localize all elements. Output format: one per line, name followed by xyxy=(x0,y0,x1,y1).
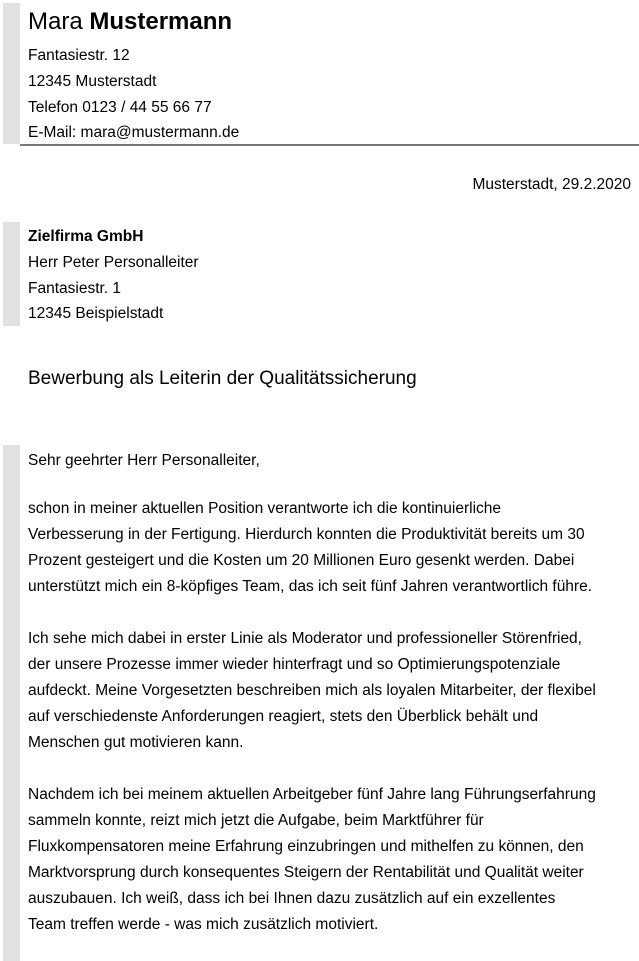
letter-date: Musterstadt, 29.2.2020 xyxy=(472,176,631,193)
sender-name xyxy=(28,6,232,38)
header-divider xyxy=(20,144,639,146)
paragraph-1-line: Prozent gesteigert und die Kosten um 20 Millionen Euro gesenkt werden. Dabei xyxy=(28,552,575,569)
recipient-city: 12345 Beispielstadt xyxy=(28,305,164,322)
sender-accent-bar xyxy=(3,3,20,144)
sender-email: E-Mail: mara@mustermann.de xyxy=(28,124,240,141)
sender-city: 12345 Musterstadt xyxy=(28,73,157,90)
recipient-street: Fantasiestr. 1 xyxy=(28,280,122,297)
paragraph-3-line: sammeln konnte, reizt mich jetzt die Aufgabe, beim Marktführer für xyxy=(28,812,484,829)
sender-phone: Telefon 0123 / 44 55 66 77 xyxy=(28,99,212,116)
body-accent-bar xyxy=(3,445,20,961)
paragraph-2-line: auf verschiedenste Anforderungen reagiert, stets den Überblick behält und xyxy=(28,708,539,725)
recipient-contact: Herr Peter Personalleiter xyxy=(28,254,199,271)
paragraph-2-line: Ich sehe mich dabei in erster Linie als Moderator und professioneller Störenfried, xyxy=(28,630,582,647)
paragraph-3-line: Nachdem ich bei meinem aktuellen Arbeitgeber fünf Jahre lang Führungserfahrung xyxy=(28,786,596,803)
paragraph-3-line: Marktvorsprung durch konsequentes Steigern der Rentabilität und Qualität weiter xyxy=(28,864,584,881)
paragraph-1-line: schon in meiner aktuellen Position verantworte ich die kontinuierliche xyxy=(28,500,502,517)
paragraph-2-line: Menschen gut motivieren kann. xyxy=(28,734,244,751)
subject-line: Bewerbung als Leiterin der Qualitätssicherung xyxy=(28,368,417,389)
paragraph-3-line: auszubauen. Ich weiß, dass ich bei Ihnen dazu zusätzlich auf ein exzellentes xyxy=(28,890,556,907)
recipient-company: Zielfirma GmbH xyxy=(28,228,144,245)
recipient-accent-bar xyxy=(3,222,20,326)
paragraph-1-line: unterstützt mich ein 8-köpfiges Team, das ich seit fünf Jahren verantwortlich führe. xyxy=(28,578,593,595)
paragraph-1-line: Verbesserung in der Fertigung. Hierdurch konnten die Produktivität bereits um 30 xyxy=(28,526,585,543)
paragraph-2-line: der unsere Prozesse immer wieder hinterfragt und so Optimierungspotenziale xyxy=(28,656,561,673)
paragraph-2-line: aufdeckt. Meine Vorgesetzten beschreiben mich als loyalen Mitarbeiter, der flexibel xyxy=(28,682,596,699)
last-name: Mustermann xyxy=(89,8,233,35)
first-name: Mara xyxy=(28,8,83,35)
paragraph-3-line: Team treffen werde - was mich zusätzlich motiviert. xyxy=(28,916,379,933)
paragraph-3-line: Fluxkompensatoren meine Erfahrung einzubringen und mithelfen zu können, den xyxy=(28,838,584,855)
salutation: Sehr geehrter Herr Personalleiter, xyxy=(28,452,260,469)
sender-street: Fantasiestr. 12 xyxy=(28,47,130,64)
